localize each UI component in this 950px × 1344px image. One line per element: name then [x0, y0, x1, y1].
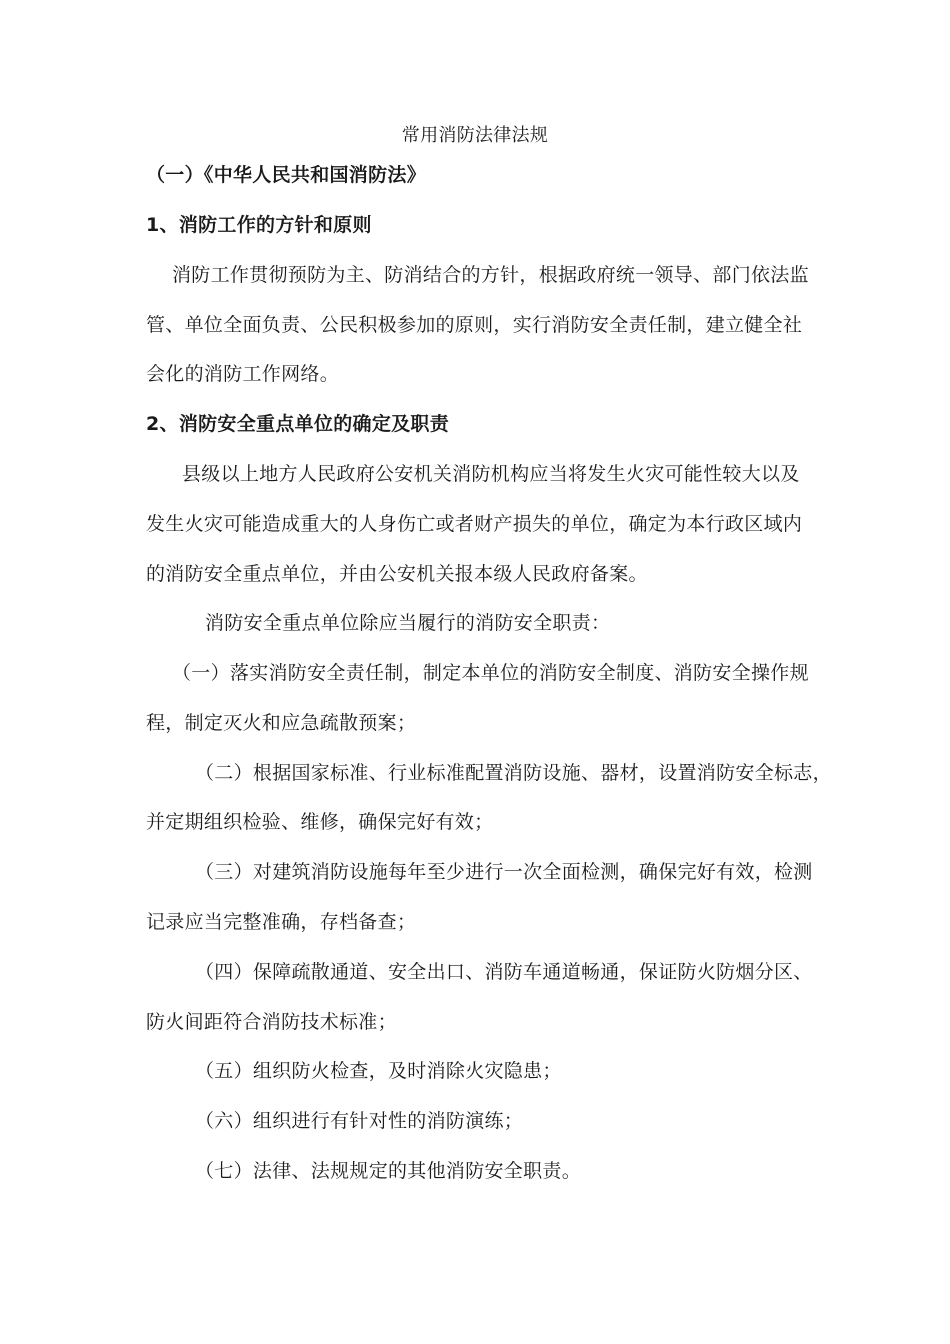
- duty-line: （五）组织防火检查，及时消除火灾隐患；: [195, 1060, 562, 1082]
- law-heading: （一）《中华人民共和国消防法》: [146, 164, 427, 186]
- duty-line: 防火间距符合消防技术标准；: [146, 1011, 397, 1033]
- duty-line: 程，制定灭火和应急疏散预案；: [146, 712, 417, 734]
- duty-line: 记录应当完整准确，存档备查；: [146, 911, 417, 933]
- duty-line: 并定期组织检验、维修，确保完好有效；: [146, 811, 494, 833]
- section-2-paragraph-line: 县级以上地方人民政府公安机关消防机构应当将发生火灾可能性较大以及: [182, 463, 800, 485]
- duties-intro: 消防安全重点单位除应当履行的消防安全职责：: [205, 612, 611, 634]
- document-title: 常用消防法律法规: [401, 125, 549, 146]
- duty-line: （六）组织进行有针对性的消防演练；: [195, 1110, 524, 1132]
- section-1-heading: 1、消防工作的方针和原则: [146, 214, 372, 236]
- duty-line: （一）落实消防安全责任制，制定本单位的消防安全制度、消防安全操作规: [172, 662, 809, 684]
- section-2-paragraph-line: 的消防安全重点单位，并由公安机关报本级人民政府备案。: [146, 563, 648, 585]
- section-2-heading: 2、消防安全重点单位的确定及职责: [146, 413, 450, 435]
- section-1-paragraph-line: 会化的消防工作网络。: [146, 363, 340, 385]
- section-2-paragraph-line: 发生火灾可能造成重大的人身伤亡或者财产损失的单位，确定为本行政区域内: [146, 513, 803, 535]
- duty-line: （七）法律、法规规定的其他消防安全职责。: [195, 1160, 582, 1182]
- duty-line: （四）保障疏散通道、安全出口、消防车通道畅通，保证防火防烟分区、: [195, 961, 813, 983]
- duty-line: （三）对建筑消防设施每年至少进行一次全面检测，确保完好有效，检测: [195, 861, 813, 883]
- section-1-paragraph-line: 消防工作贯彻预防为主、防消结合的方针，根据政府统一领导、部门依法监: [172, 264, 809, 286]
- duty-line: （二）根据国家标准、行业标准配置消防设施、器材，设置消防安全标志，: [195, 762, 832, 784]
- section-1-paragraph-line: 管、单位全面负责、公民积极参加的原则，实行消防安全责任制，建立健全社: [146, 314, 803, 336]
